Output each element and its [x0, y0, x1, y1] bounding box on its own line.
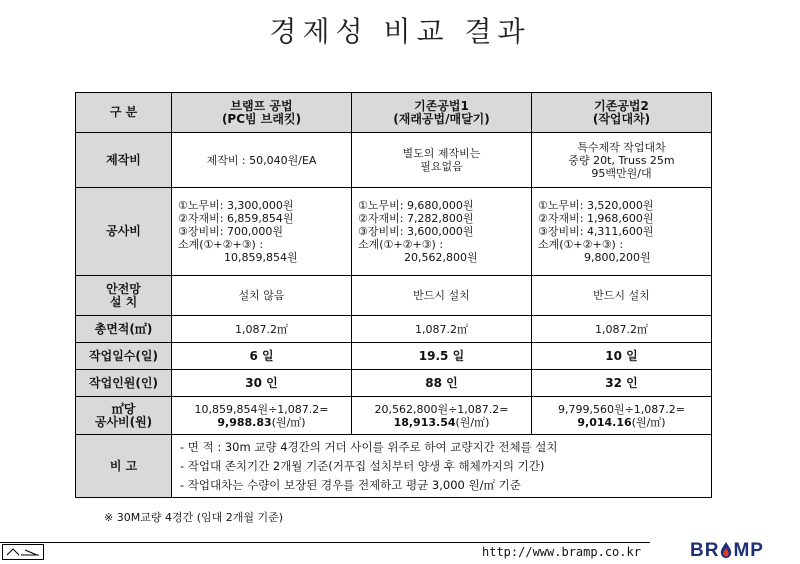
remark-item: - 면 적 : 30m 교량 4경간의 거더 사이를 위주로 하여 교량지간 전체를 설치 — [180, 439, 558, 454]
cell-value: 반드시 설치 — [532, 276, 712, 316]
table-row-construction-cost — [76, 188, 712, 276]
website-link[interactable]: http://www.bramp.co.kr — [482, 545, 641, 559]
cell-value: 1,087.2㎡ — [532, 316, 712, 343]
table-header-row — [76, 93, 712, 133]
remark-item: - 작업대 존치기간 2개월 기준(거푸집 설치부터 양생 후 해체까지의 기간) — [180, 458, 545, 473]
cell-value: 9,799,560원÷1,087.2= 9,014.16(원/㎡) — [532, 397, 712, 435]
cell-value: 19.5 일 — [352, 343, 532, 370]
page-corner-icon — [2, 544, 44, 560]
cell-value: ①노무비: 9,680,000원 ②자재비: 7,282,800원 ③장비비: 3,600,000원 소계(①+②+③) : 20,562,800원 — [352, 188, 532, 276]
bramp-logo: BR MP — [690, 540, 764, 561]
table-row-remarks — [76, 435, 712, 498]
page-title: 경제성 비교 결과 — [269, 15, 531, 48]
logo-flame-icon — [719, 540, 733, 562]
row-label: 안전망 설 치 — [76, 276, 172, 316]
header-conventional-1: 기존공법1 (재래공법/매달기) — [352, 93, 532, 133]
cell-value: 1,087.2㎡ — [172, 316, 352, 343]
header-bramp: 브램프 공법 (PC빔 브래킷) — [172, 93, 352, 133]
row-label: 총면적(㎡) — [76, 316, 172, 343]
cell-value: 반드시 설치 — [352, 276, 532, 316]
remarks-cell — [172, 435, 712, 498]
header-label: 구 분 — [76, 93, 172, 133]
remark-item: - 작업대차는 수량이 보장된 경우를 전제하고 평균 3,000 원/㎡ 기준 — [180, 477, 521, 492]
footnote: ※ 30M교량 4경간 (임대 2개월 기준) — [104, 511, 284, 524]
table-row-work-days — [76, 343, 712, 370]
cell-value: 88 인 — [352, 370, 532, 397]
cell-value: 제작비 : 50,040원/EA — [172, 133, 352, 188]
table-row-production-cost — [76, 133, 712, 188]
row-label: 제작비 — [76, 133, 172, 188]
row-label: 공사비 — [76, 188, 172, 276]
row-label: 작업일수(일) — [76, 343, 172, 370]
cell-value: 20,562,800원÷1,087.2= 18,913.54(원/㎡) — [352, 397, 532, 435]
cell-value: 특수제작 작업대차 중량 20t, Truss 25m 95백만원/대 — [532, 133, 712, 188]
comparison-table — [75, 92, 712, 498]
cell-value: ①노무비: 3,520,000원 ②자재비: 1,968,600원 ③장비비: 4,311,600원 소계(①+②+③) : 9,800,200원 — [532, 188, 712, 276]
row-label: ㎡당 공사비(원) — [76, 397, 172, 435]
footer-divider — [0, 542, 650, 543]
cell-value: 1,087.2㎡ — [352, 316, 532, 343]
row-label: 작업인원(인) — [76, 370, 172, 397]
cell-value: ①노무비: 3,300,000원 ②자재비: 6,859,854원 ③장비비: 700,000원 소계(①+②+③) : 10,859,854원 — [172, 188, 352, 276]
cell-value: 별도의 제작비는 필요없음 — [352, 133, 532, 188]
cell-value: 10,859,854원÷1,087.2= 9,988.83(원/㎡) — [172, 397, 352, 435]
table-row-unit-cost — [76, 397, 712, 435]
table-row-workers — [76, 370, 712, 397]
row-label: 비 고 — [76, 435, 172, 498]
cell-value: 30 인 — [172, 370, 352, 397]
cell-value: 10 일 — [532, 343, 712, 370]
cell-value: 설치 않음 — [172, 276, 352, 316]
table-row-total-area — [76, 316, 712, 343]
table-row-safety-net — [76, 276, 712, 316]
cell-value: 6 일 — [172, 343, 352, 370]
cell-value: 32 인 — [532, 370, 712, 397]
header-conventional-2: 기존공법2 (작업대차) — [532, 93, 712, 133]
